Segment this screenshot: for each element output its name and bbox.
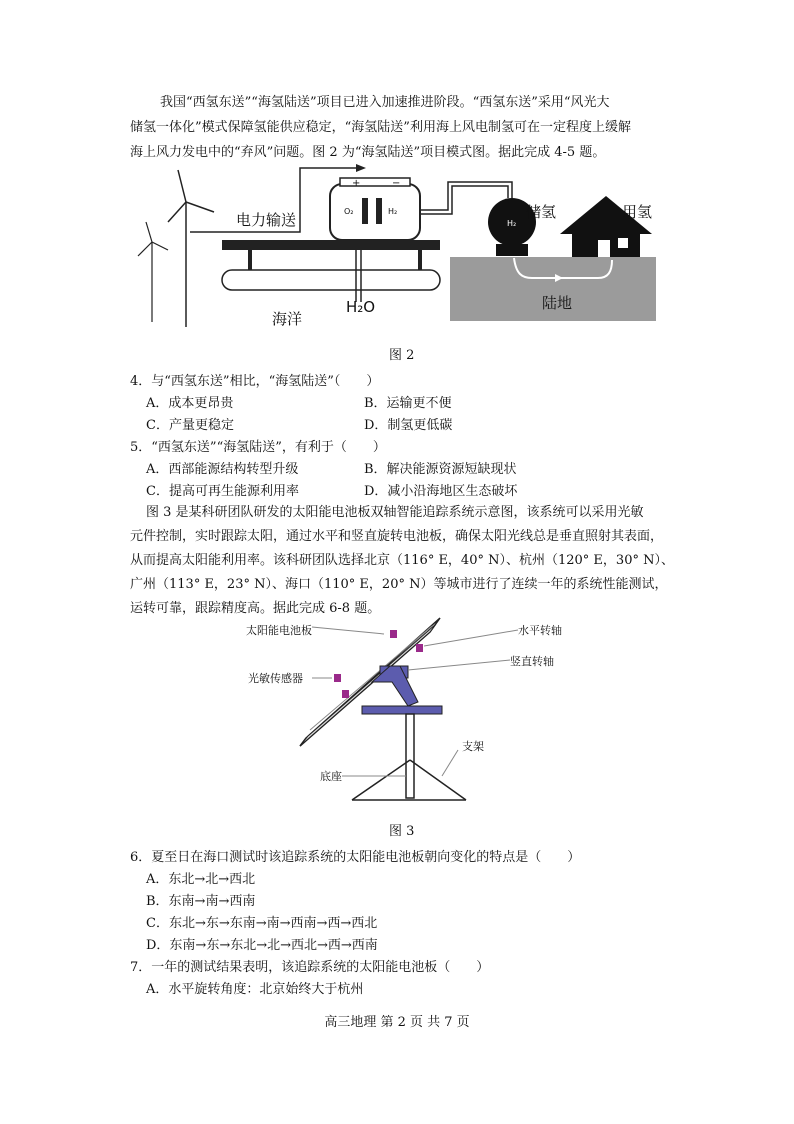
label-plus: + xyxy=(352,178,361,189)
intro-line: 运转可靠，跟踪精度高。据此完成 6-8 题。 xyxy=(130,601,381,616)
label-stand: 支架 xyxy=(462,740,484,753)
label-tank-h2: H₂ xyxy=(507,219,517,228)
question-4-option: D．制氢更低碳 xyxy=(364,418,453,433)
arrow-icon xyxy=(356,164,366,172)
label-ocean: 海洋 xyxy=(272,310,303,328)
question-5-option: A．西部能源结构转型升级 xyxy=(146,462,299,477)
question-6-stem: 6．夏至日在海口测试时该追踪系统的太阳能电池板朝向变化的特点是（ ） xyxy=(130,850,581,865)
label-store: 储氢 xyxy=(526,203,557,221)
sensor-top xyxy=(390,630,397,638)
label-base: 底座 xyxy=(320,770,342,783)
label-sensor: 光敏传感器 xyxy=(248,672,303,685)
question-6-option: C．东北→东→东南→南→西南→西→西北 xyxy=(146,916,378,931)
label-water: H₂O xyxy=(346,298,376,316)
intro-line: 元件控制，实时跟踪太阳，通过水平和竖直旋转电池板，确保太阳光线总是垂直照射其表面， xyxy=(130,529,664,544)
figure-3-diagram xyxy=(240,610,580,810)
question-6-option: B．东南→南→西南 xyxy=(146,894,256,909)
sensor-bottom xyxy=(342,690,349,698)
question-4-option: B．运输更不便 xyxy=(364,396,452,411)
question-7-stem: 7．一年的测试结果表明，该追踪系统的太阳能电池板（ ） xyxy=(130,960,490,975)
question-4-option: A．成本更昂贵 xyxy=(146,396,234,411)
intro-line: 从而提高太阳能利用率。该科研团队选择北京（116° E，40° N）、杭州（120° E，30° N）、 xyxy=(130,553,674,568)
wind-turbine-large xyxy=(168,170,214,327)
sensor-left xyxy=(334,674,341,682)
label-h2: H₂ xyxy=(388,207,398,216)
question-5-option: B．解决能源资源短缺现状 xyxy=(364,462,517,477)
intro-line: 图 3 是某科研团队研发的太阳能电池板双轴智能追踪系统示意图，该系统可以采用光敏 xyxy=(146,505,644,520)
label-h-axis: 水平转轴 xyxy=(518,624,562,637)
intro-line: 广州（113° E，23° N）、海口（110° E，20° N）等城市进行了连续一年的系统性能测试， xyxy=(130,577,668,592)
label-minus: − xyxy=(392,178,401,189)
figure-2-caption: 图 2 xyxy=(389,348,415,363)
intro-line: 我国“西氢东送”“海氢陆送”项目已进入加速推进阶段。“西氢东送”采用“风光大 xyxy=(160,95,610,110)
cross-bar xyxy=(362,706,442,714)
question-6-option: D．东南→东→东北→北→西北→西→西南 xyxy=(146,938,378,953)
question-6-option: A．东北→北→西北 xyxy=(146,872,256,887)
label-land: 陆地 xyxy=(542,294,573,312)
question-4-option: C．产量更稳定 xyxy=(146,418,234,433)
figure-3-caption: 图 3 xyxy=(389,824,415,839)
wind-turbine-small xyxy=(138,222,168,322)
figure-2-diagram xyxy=(130,162,690,342)
question-7-option: A．水平旋转角度：北京始终大于杭州 xyxy=(146,982,364,997)
platform-float xyxy=(222,270,440,290)
question-5-stem: 5．“西氢东送”“海氢陆送”，有利于（ ） xyxy=(130,440,386,455)
label-o2: O₂ xyxy=(344,207,354,216)
question-4-stem: 4．与“西氢东送”相比，“海氢陆送”（ ） xyxy=(130,374,380,389)
question-5-option: D．减小沿海地区生态破坏 xyxy=(364,484,518,499)
intro-line: 海上风力发电中的“弃风”问题。图 2 为“海氢陆送”项目模式图。据此完成 4-5 题。 xyxy=(130,145,606,160)
label-v-axis: 竖直转轴 xyxy=(510,655,554,668)
pole xyxy=(406,714,414,798)
sensor-mid xyxy=(416,644,423,652)
label-power: 电力输送 xyxy=(236,211,297,229)
label-panel: 太阳能电池板 xyxy=(246,624,312,637)
intro-line: 储氢一体化”模式保障氢能供应稳定，“海氢陆送”利用海上风电制氢可在一定程度上缓解 xyxy=(130,120,631,135)
page-footer: 高三地理 第 2 页 共 7 页 xyxy=(324,1015,470,1030)
platform-deck xyxy=(222,240,440,250)
label-use: 用氢 xyxy=(622,203,653,221)
question-5-option: C．提高可再生能源利用率 xyxy=(146,484,299,499)
